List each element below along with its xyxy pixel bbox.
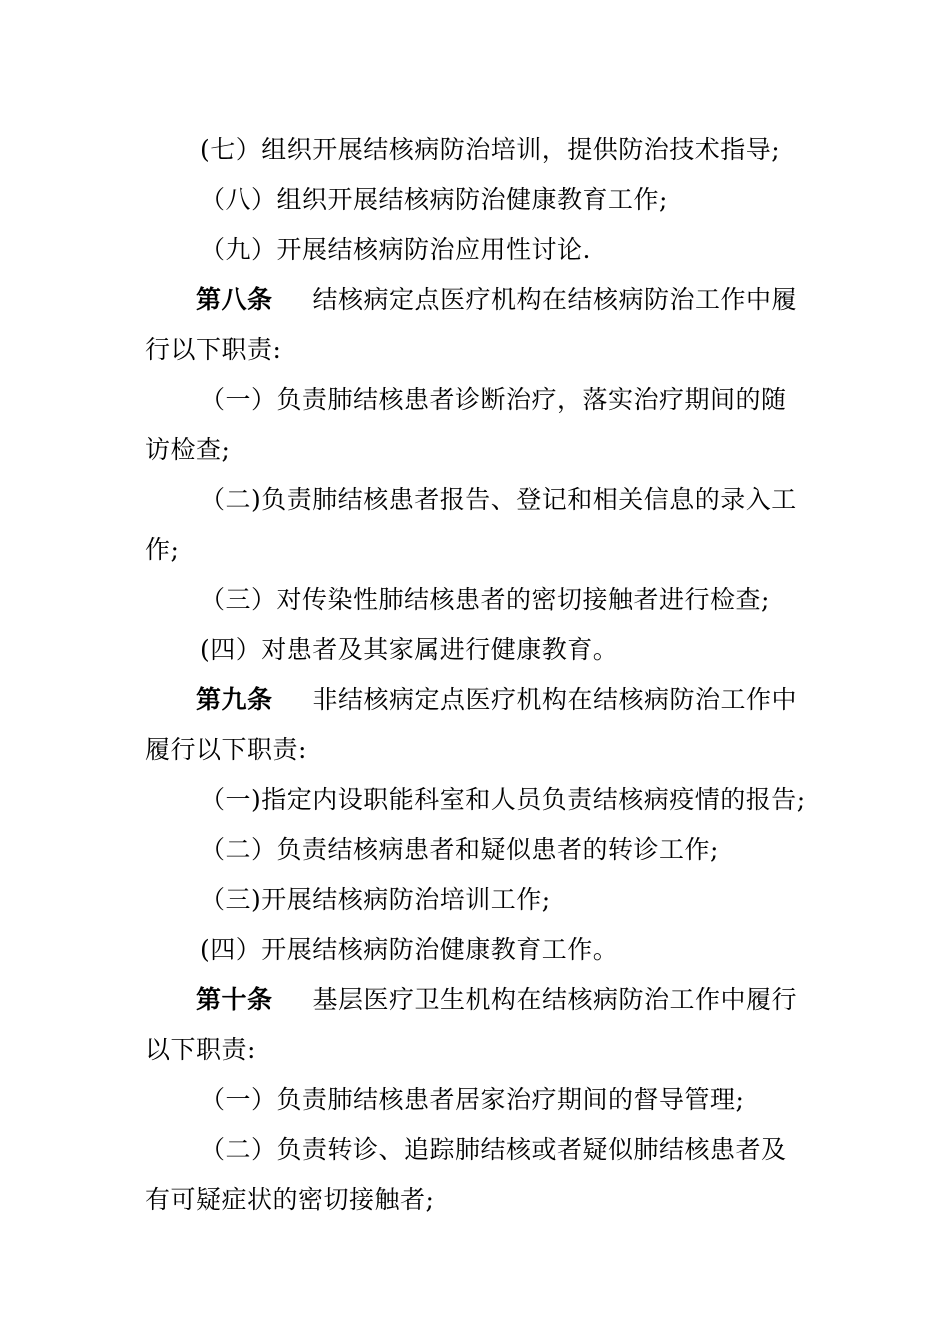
article-8-item-1-cont: 访检查;: [145, 435, 231, 464]
article-9-item-1: （一)指定内设职能科室和人员负责结核病疫情的报告;: [200, 785, 806, 814]
article-9-heading: [196, 684, 797, 716]
article-8-item-2-cont: 作;: [145, 535, 180, 564]
article-8-item-3: （三）对传染性肺结核患者的密切接触者进行检查;: [200, 585, 770, 614]
article-8-heading: [196, 284, 797, 316]
item-7-line: (七）组织开展结核病防治培训，提供防治技术指导;: [200, 135, 781, 164]
article-9-text-cont: 履行以下职责:: [145, 735, 307, 764]
article-8-item-2: （二)负责肺结核患者报告、登记和相关信息的录入工: [200, 485, 797, 514]
article-8-text: 结核病定点医疗机构在结核病防治工作中履: [312, 285, 798, 314]
article-9-text: 非结核病定点医疗机构在结核病防治工作中: [312, 685, 798, 714]
article-8-item-4: (四）对患者及其家属进行健康教育。: [200, 635, 619, 664]
article-10-item-1: （一）负责肺结核患者居家治疗期间的督导管理;: [200, 1085, 745, 1114]
item-9-line: （九）开展结核病防治应用性讨论.: [200, 235, 591, 264]
item-8-line: （八）组织开展结核病防治健康教育工作;: [200, 185, 668, 214]
article-10-text-cont: 以下职责:: [145, 1035, 256, 1064]
article-9-item-4: (四）开展结核病防治健康教育工作。: [200, 935, 619, 964]
article-8-number: 第八条: [196, 285, 273, 314]
article-10-item-2-cont: 有可疑症状的密切接触者;: [145, 1185, 435, 1214]
article-10-number: 第十条: [196, 985, 273, 1014]
article-8-text-cont: 行以下职责:: [145, 335, 282, 364]
article-10-heading: [196, 984, 797, 1016]
article-9-item-3: （三)开展结核病防治培训工作;: [200, 885, 551, 914]
article-10-text: 基层医疗卫生机构在结核病防治工作中履行: [312, 985, 798, 1014]
article-10-item-2: （二）负责转诊、追踪肺结核或者疑似肺结核患者及: [200, 1135, 787, 1164]
article-9-number: 第九条: [196, 685, 273, 714]
article-9-item-2: （二）负责结核病患者和疑似患者的转诊工作;: [200, 835, 719, 864]
article-8-item-1: （一）负责肺结核患者诊断治疗，落实治疗期间的随: [200, 385, 787, 414]
